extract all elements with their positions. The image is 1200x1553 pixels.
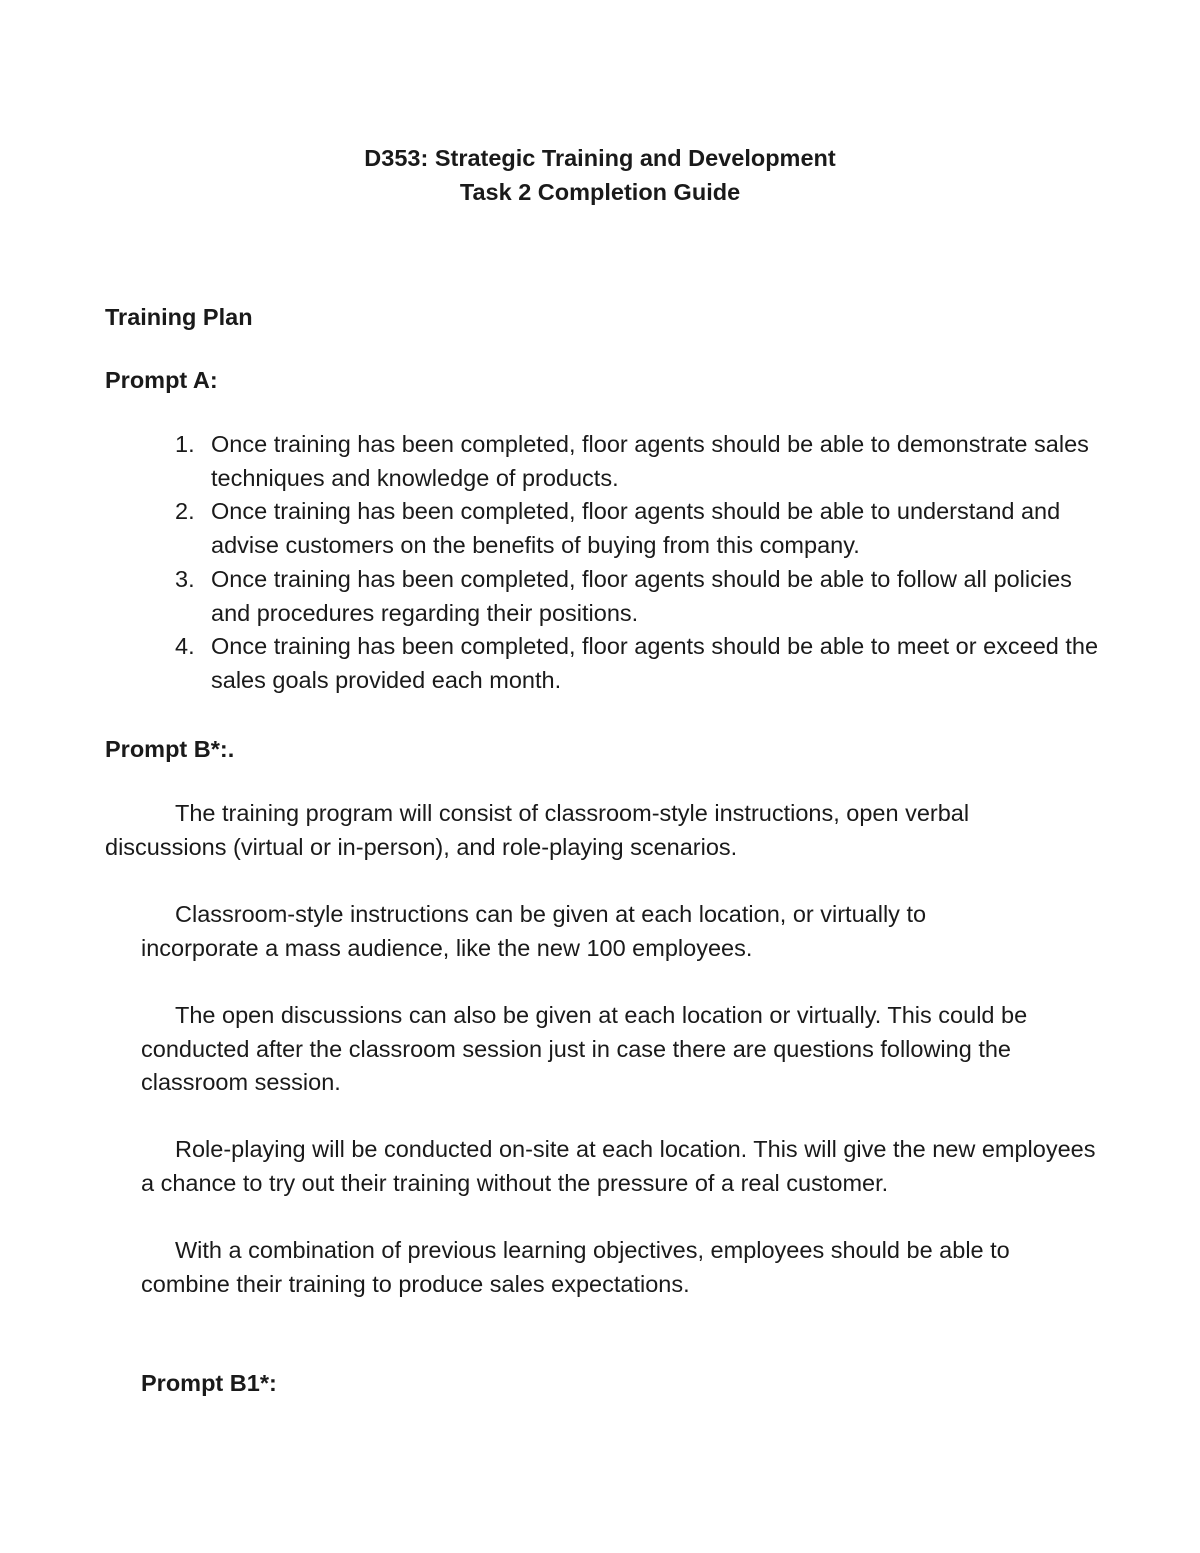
list-item xyxy=(105,428,1115,495)
body-paragraph: Classroom-style instructions can be given at each location, or virtually to incorporate a mass audience, like the new 100 employees. xyxy=(141,901,927,961)
list-number: 3. xyxy=(175,565,195,592)
title-line-1: D353: Strategic Training and Development xyxy=(364,145,836,171)
list-item xyxy=(105,630,1115,697)
body-paragraph: Role-playing will be conducted on-site at each location. This will give the new employees a chance to try out their training without the pressure of a real customer. xyxy=(141,1136,1096,1196)
list-item-text: Once training has been completed, floor agents should be able to meet or exceed the sales goals provided each month. xyxy=(211,633,1099,693)
section-heading-training-plan: Training Plan xyxy=(105,304,253,330)
prompt-b-heading: Prompt B*:. xyxy=(105,736,235,762)
document-title xyxy=(0,141,1200,209)
prompt-a-heading: Prompt A: xyxy=(105,367,218,393)
body-paragraph: With a combination of previous learning objectives, employees should be able to combine their training to produce sales expectations. xyxy=(141,1237,1010,1297)
title-line-2: Task 2 Completion Guide xyxy=(459,179,741,205)
prompt-b1-heading: Prompt B1*: xyxy=(141,1370,277,1396)
list-item-text: Once training has been completed, floor agents should be able to follow all policies and procedures regarding their positions. xyxy=(211,565,1072,626)
learning-objectives-list xyxy=(105,428,1115,698)
list-item-text: Once training has been completed, floor agents should be able to understand and advise customers on the benefits of buying from this company. xyxy=(211,498,1061,559)
list-item xyxy=(105,495,1115,562)
body-paragraph: The training program will consist of classroom-style instructions, open verbal discussions (virtual or in-person), and role-playing scenarios. xyxy=(105,800,970,860)
list-number: 1. xyxy=(175,431,195,457)
body-paragraph: The open discussions can also be given at each location or virtually. This could be conducted after the classroom session just in case there are questions following the classroom session. xyxy=(141,1002,1028,1096)
list-number: 2. xyxy=(175,498,195,525)
list-item xyxy=(105,563,1115,630)
list-item-text: Once training has been completed, floor agents should be able to demonstrate sales techniques and knowledge of products. xyxy=(211,431,1089,491)
list-number: 4. xyxy=(175,633,195,660)
